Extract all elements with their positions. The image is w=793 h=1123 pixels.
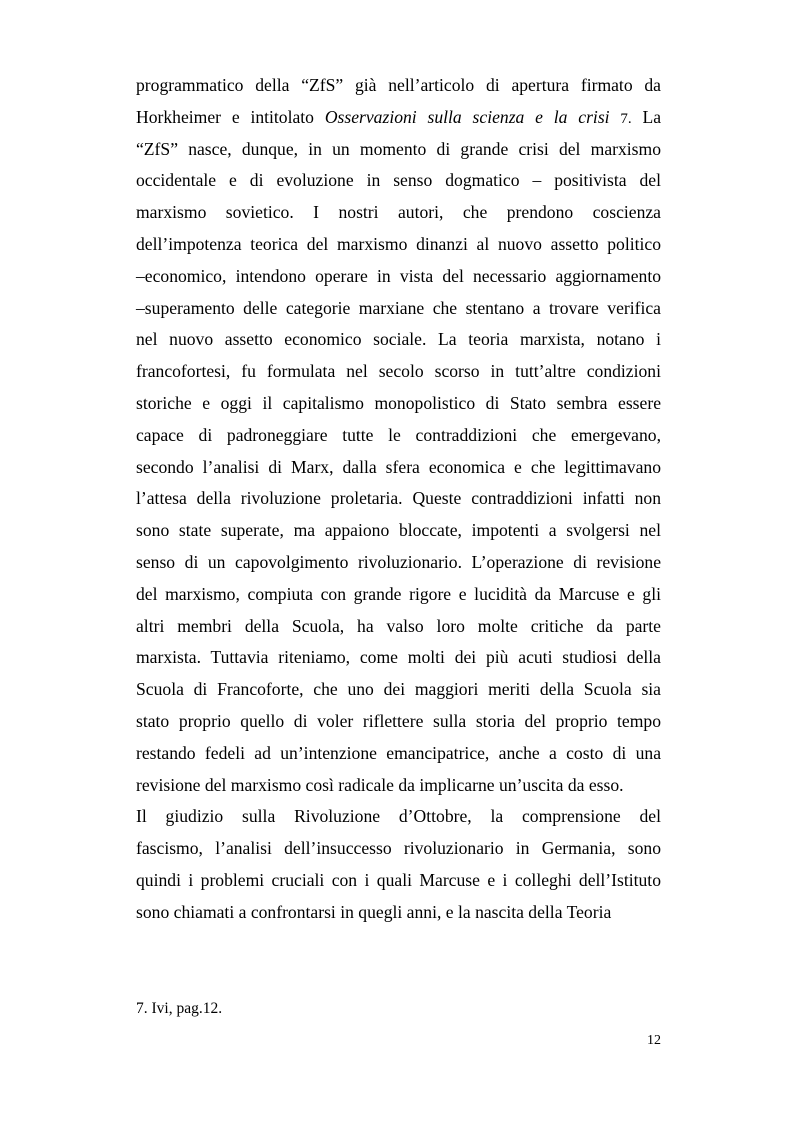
text-line-14: l’attesa della rivoluzione proletaria. Queste contraddizioni infatti non [136,488,661,509]
text-line-3: “ZfS” nasce, dunque, in un momento di grande crisi del marxismo [136,138,661,159]
text-line-19: marxista. Tuttavia riteniamo, come molti dei più acuti studiosi della [136,647,661,668]
text-line-24: Il giudizio sulla Rivoluzione d’Ottobre, la comprensione del [136,806,661,827]
text-line-13: secondo l’analisi di Marx, dalla sfera economica e che legittimavano [136,456,661,477]
text-line-2-start: Horkheimer e intitolato [136,106,314,127]
text-line-15: sono state superate, ma appaiono bloccate, impotenti a svolgersi nel [136,520,661,541]
text-line-1: programmatico della “ZfS” già nell’articolo di apertura firmato da [136,75,661,95]
text-line-2-end: La [642,106,662,127]
text-line-26: quindi i problemi cruciali con i quali Marcuse e i colleghi dell’Istituto [136,869,661,890]
text-line-8: –superamento delle categorie marxiane che stentano a trovare verifica [136,297,661,318]
text-line-20: Scuola di Francoforte, che uno dei maggiori meriti della Scuola sia [136,679,661,700]
text-line-18: altri membri della Scuola, ha valso loro molte critiche da parte [136,615,661,636]
text-line-25: fascismo, l’analisi dell’insuccesso rivoluzionario in Germania, sono [136,838,661,859]
text-line-12: capace di padroneggiare tutte le contraddizioni che emergevano, [136,424,661,445]
text-line-2 [136,102,661,134]
page-number: 12 [647,1033,661,1048]
text-line-9: nel nuovo assetto economico sociale. La teoria marxista, notano i [136,329,661,350]
text-line-4: occidentale e di evoluzione in senso dogmatico – positivista del [136,170,661,191]
text-line-22: restando fedeli ad un’intenzione emancipatrice, anche a costo di una [136,742,661,763]
text-line-21: stato proprio quello di voler riflettere sulla storia del proprio tempo [136,710,661,731]
text-line-11: storiche e oggi il capitalismo monopolistico di Stato sembra essere [136,392,661,413]
footnote: 7. Ivi, pag.12. [136,1000,223,1017]
text-line-23: revisione del marxismo così radicale da implicarne un’uscita da esso. [136,774,624,795]
text-line-27: sono chiamati a confrontarsi in quegli anni, e la nascita della Teoria [136,901,612,922]
text-line-17: del marxismo, compiuta con grande rigore e lucidità da Marcuse e gli [136,583,661,604]
body-text [136,70,661,929]
text-line-7: –economico, intendono operare in vista del necessario aggiornamento [136,265,661,286]
text-line-5: marxismo sovietico. I nostri autori, che prendono coscienza [136,202,661,223]
italic-title: Osservazioni sulla scienza e la crisi [324,106,610,127]
text-line-10: francofortesi, fu formulata nel secolo scorso in tutt’altre condizioni [136,361,661,382]
text-line-6: dell’impotenza teorica del marxismo dinanzi al nuovo assetto politico [136,233,661,254]
footnote-reference: 7. [620,110,632,127]
text-line-16: senso di un capovolgimento rivoluzionario. L’operazione di revisione [136,551,661,572]
